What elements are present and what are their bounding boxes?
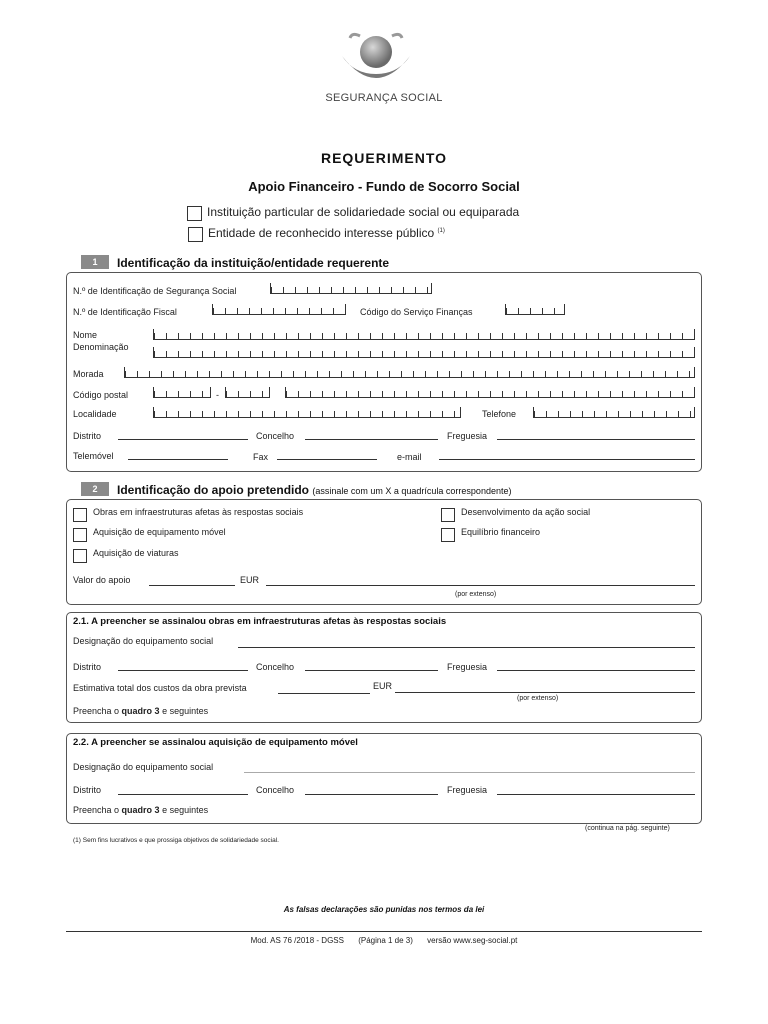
niss-label: N.º de Identificação de Segurança Social (73, 286, 237, 296)
acao-social-checkbox[interactable] (441, 508, 455, 522)
s21-distrito-label: Distrito (73, 662, 102, 672)
nome-field-line-2[interactable] (153, 347, 695, 358)
footer-page: (Página 1 de 3) (358, 936, 413, 945)
ipss-checkbox[interactable] (187, 206, 202, 221)
s21-currency: EUR (373, 681, 393, 691)
equipamento-movel-label: Aquisição de equipamento móvel (93, 527, 226, 537)
s21-extenso-field[interactable] (395, 692, 695, 693)
fax-field[interactable] (277, 459, 377, 460)
denominacao-label: Denominação (73, 342, 129, 352)
concelho-label: Concelho (256, 431, 295, 441)
s22-designacao-field[interactable] (244, 772, 695, 773)
s21-distrito-field[interactable] (118, 670, 248, 671)
concelho-field[interactable] (305, 439, 438, 440)
telefone-field[interactable] (533, 407, 695, 418)
seguranca-social-logo (338, 30, 414, 92)
s22-distrito-field[interactable] (118, 794, 248, 795)
equipamento-movel-checkbox[interactable] (73, 528, 87, 542)
s22-freguesia-field[interactable] (497, 794, 695, 795)
interesse-publico-label: Entidade de reconhecido interesse público $^{(1)}$ (208, 226, 445, 240)
morada-label: Morada (73, 369, 104, 379)
s21-estimativa-field[interactable] (278, 693, 370, 694)
s22-distrito-label: Distrito (73, 785, 102, 795)
codigo-postal-field-1[interactable] (153, 387, 211, 398)
valor-apoio-field[interactable] (149, 585, 235, 586)
s22-concelho-field[interactable] (305, 794, 438, 795)
document-title: REQUERIMENTO (320, 150, 448, 166)
s21-concelho-label: Concelho (256, 662, 295, 672)
localidade-field[interactable] (153, 407, 461, 418)
equilibrio-financeiro-label: Equilíbrio financeiro (461, 527, 541, 537)
niss-field[interactable] (270, 283, 432, 294)
s22-designacao-label: Designação do equipamento social (73, 762, 214, 772)
valor-por-extenso-note: (por extenso) (455, 591, 497, 598)
s21-concelho-field[interactable] (305, 670, 438, 671)
servico-financas-label: Código do Serviço Finanças (360, 307, 473, 317)
section-1-number: 1 (81, 255, 109, 269)
email-field[interactable] (439, 459, 695, 460)
ipss-label: Instituição particular de solidariedade social ou equiparada (207, 205, 520, 219)
nome-field-line-1[interactable] (153, 329, 695, 340)
codigo-postal-label: Código postal (73, 390, 129, 400)
footnote-1: (1) Sem fins lucrativos e que prossiga objetivos de solidariedade social. (73, 837, 279, 844)
continua-note: (continua na pág. seguinte) (585, 825, 670, 832)
equilibrio-financeiro-checkbox[interactable] (441, 528, 455, 542)
section-2-title: Identificação do apoio pretendido (assinale com um X a quadrícula correspondente) (117, 483, 512, 497)
localidade-label: Localidade (73, 409, 117, 419)
footer-model: Mod. AS 76 /2018 - DGSS (250, 936, 344, 945)
s22-freguesia-label: Freguesia (447, 785, 488, 795)
freguesia-field[interactable] (497, 439, 695, 440)
email-label: e-mail (397, 452, 422, 462)
s21-freguesia-field[interactable] (497, 670, 695, 671)
s22-preencha-note: Preencha o quadro 3 e seguintes (73, 805, 209, 815)
s21-freguesia-label: Freguesia (447, 662, 488, 672)
section-2-1-title: 2.1. A preencher se assinalou obras em infraestruturas afetas às respostas sociais (73, 616, 447, 627)
morada-field[interactable] (124, 367, 695, 378)
section-1-title: Identificação da instituição/entidade requerente (117, 256, 390, 270)
nif-field[interactable] (212, 304, 346, 315)
s21-preencha-note: Preencha o quadro 3 e seguintes (73, 706, 209, 716)
codigo-postal-field-2[interactable] (225, 387, 270, 398)
servico-financas-field[interactable] (505, 304, 565, 315)
codigo-postal-separator: - (216, 390, 219, 400)
footer-meta (0, 936, 768, 945)
distrito-field[interactable] (118, 439, 248, 440)
telemovel-label: Telemóvel (73, 451, 114, 461)
fax-label: Fax (253, 452, 269, 462)
false-declarations-warning: As falsas declarações são punidas nos termos da lei (283, 905, 485, 914)
s21-designacao-label: Designação do equipamento social (73, 636, 214, 646)
s21-designacao-field[interactable] (238, 647, 695, 648)
document-subtitle: Apoio Financeiro - Fundo de Socorro Social (248, 179, 520, 194)
logo-text: SEGURANÇA SOCIAL (325, 92, 443, 104)
valor-apoio-label: Valor do apoio (73, 575, 131, 585)
s21-por-extenso-note: (por extenso) (517, 695, 559, 702)
interesse-publico-checkbox[interactable] (188, 227, 203, 242)
footer-divider (66, 931, 702, 932)
section-2-2-title: 2.2. A preencher se assinalou aquisição de equipamento móvel (73, 737, 358, 748)
acao-social-label: Desenvolvimento da ação social (461, 507, 591, 517)
viaturas-label: Aquisição de viaturas (93, 548, 179, 558)
codigo-postal-localidade-field[interactable] (285, 387, 695, 398)
telemovel-field[interactable] (128, 459, 228, 460)
nif-label: N.º de Identificação Fiscal (73, 307, 177, 317)
s22-concelho-label: Concelho (256, 785, 295, 795)
footer-version: versão www.seg-social.pt (427, 936, 518, 945)
valor-currency: EUR (240, 575, 260, 585)
telefone-label: Telefone (482, 409, 517, 419)
nome-label: Nome (73, 330, 98, 340)
viaturas-checkbox[interactable] (73, 549, 87, 563)
obras-checkbox[interactable] (73, 508, 87, 522)
s21-estimativa-label: Estimativa total dos custos da obra prevista (73, 683, 247, 693)
obras-label: Obras em infraestruturas afetas às respostas sociais (93, 507, 304, 517)
distrito-label: Distrito (73, 431, 102, 441)
freguesia-label: Freguesia (447, 431, 488, 441)
valor-extenso-field[interactable] (266, 585, 695, 586)
section-2-number: 2 (81, 482, 109, 496)
